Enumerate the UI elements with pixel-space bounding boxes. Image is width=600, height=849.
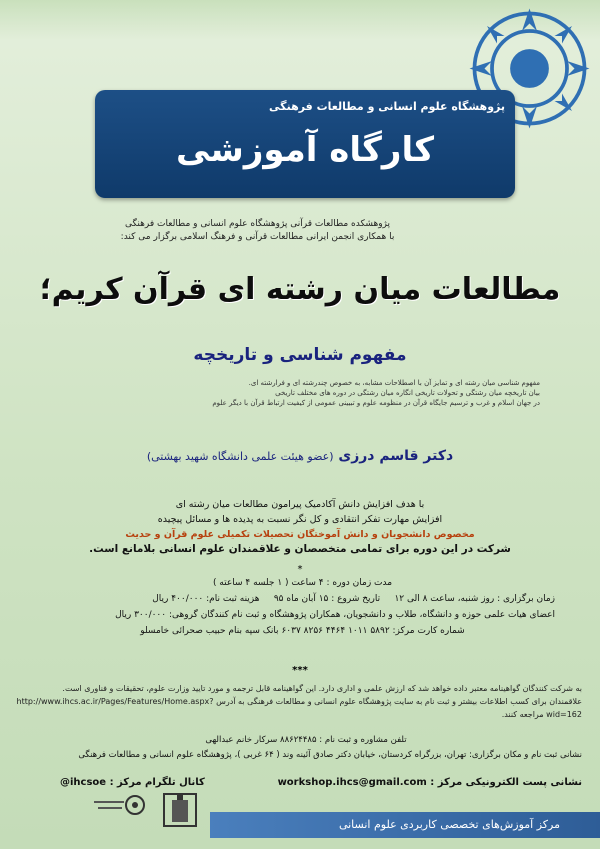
institute-logo-icon	[90, 789, 145, 823]
registration-fee: هزینه ثبت نام: ۴۰۰/۰۰۰ ریال	[152, 594, 260, 604]
duration: مدت زمان دوره : ۴ ساعت ( ۱ جلسه ۴ ساعته )	[212, 578, 393, 588]
audience-line: مخصوص دانشجویان و دانش آموختگان تحصیلات تکمیلی علوم قرآن و حدیث	[125, 529, 475, 540]
email-address[interactable]: workshop.ihcs@gmail.com	[277, 777, 427, 788]
course-details	[50, 575, 555, 639]
certificate-line-2-text: علاقمندان برای کسب اطلاعات بیشتر و ثبت نام به سایت پژوهشگاه علوم انسانی و مطالعات فرهنگی به آدرس	[216, 697, 582, 706]
main-title: مطالعات میان رشته ای قرآن کریم؛	[39, 272, 561, 307]
university-logo-icon	[160, 790, 200, 830]
address: نشانی ثبت نام و مکان برگزاری: تهران، بزرگراه کردستان، خیابان دکتر صادق آئینه وند ( ۶۴ غربی )، پژوهشگاه علوم انسانی و مطالعات فرهنگی	[78, 750, 582, 760]
telegram-label: کانال تلگرام مرکز :	[109, 777, 205, 788]
separator-star: *	[297, 564, 303, 575]
speaker-name: دکتر قاسم درزی	[338, 448, 454, 464]
description-line-1: مفهوم شناسی میان رشته ای و تمایز آن با اصطلاحات مشابه، به خصوص چندرشته ای و فرارشته ای.	[248, 379, 540, 387]
phone: تلفن مشاوره و ثبت نام : ۸۸۶۲۴۴۸۵ سرکار خانم عبدالهی	[205, 735, 407, 745]
schedule-time: زمان برگزاری : روز شنبه، ساعت ۸ الی ۱۲	[394, 594, 555, 604]
header-banner	[95, 90, 515, 198]
email-block	[278, 777, 582, 788]
telegram-block	[60, 777, 205, 788]
speaker	[0, 448, 600, 464]
certificate-line-1: به شرکت کنندگان گواهینامه معتبر داده خواهد شد که ارزش علمی و اداری دارد. این گواهینامه قابل ترجمه و مورد تایید وزارت علوم، تحقیقات و فناوری است.	[62, 684, 582, 693]
workshop-heading: کارگاه آموزشی	[176, 130, 434, 170]
certificate-info	[15, 682, 582, 721]
intro-line-1: پژوهشکده مطالعات قرآنی پژوهشگاه علوم انسانی و مطالعات فرهنگی	[124, 219, 391, 229]
email-label: نشانی پست الکترونیکی مرکز :	[430, 777, 582, 788]
contact-info	[30, 733, 582, 763]
group-fee: اعضای هیات علمی حوزه و دانشگاه، طلاب و دانشجویان، همکاران پژوهشگاه و ثبت نام کنندگان گروهی: ۳۰۰/۰۰۰ ریال	[115, 610, 555, 620]
goal-line-1: با هدف افزایش دانش آکادمیک پیرامون مطالعات میان رشته ای	[175, 499, 425, 510]
goal-line-2: افزایش مهارت تفکر انتقادی و کل نگر نسبت به پدیده ها و مسائل پیچیده	[157, 514, 443, 525]
schedule-row	[50, 591, 555, 607]
description-line-2: بیان تاریخچه میان رشتگی و تحولات تاریخی انگاره میان رشتگی در دوره های مختلف تاریخی	[275, 389, 540, 397]
separator-stars: ***	[292, 665, 308, 676]
certificate-line-2	[15, 695, 582, 721]
description-line-3: در جهان اسلام و غرب و ترسیم جایگاه قرآن در منظومه علوم و تبیینی عمومی از کیفیت ارتباط قرآن با دیگر علوم	[212, 399, 540, 407]
intro-line-2: با همکاری انجمن ایرانی مطالعات قرآنی و فرهنگ اسلامی برگزار می کند:	[120, 232, 395, 242]
certificate-line-2-end: مراجعه کنند.	[501, 710, 544, 719]
bank-card: شماره کارت مرکز: ۵۸۹۲ ۱۰۱۱ ۴۴۶۴ ۸۲۵۶ ۶۰۳۷ بانک سپه بنام حبیب صحرائی خامسلو	[140, 626, 465, 636]
speaker-affiliation: (عضو هیئت علمی دانشگاه شهید بهشتی)	[146, 450, 334, 463]
description	[100, 378, 540, 408]
goals	[40, 497, 560, 557]
registration-url[interactable]: http://www.ihcs.ac.ir/Pages/Features/Home.aspx?wid=162	[16, 697, 582, 719]
sub-title: مفهوم شناسی و تاریخچه	[193, 345, 407, 365]
organizers-intro	[60, 218, 455, 244]
telegram-handle[interactable]: @ihcsoe	[60, 777, 107, 788]
footer-banner: مرکز آموزش‌های تخصصی کاربردی علوم انسانی	[210, 812, 600, 838]
participation-note: شرکت در این دوره برای تمامی متخصصان و علاقمندان علوم انسانی بلامانع است.	[89, 543, 511, 555]
institute-name: پژوهشگاه علوم انسانی و مطالعات فرهنگی	[269, 100, 505, 113]
start-date: تاریخ شروع : ۱۵ آبان ماه ۹۵	[273, 594, 381, 604]
